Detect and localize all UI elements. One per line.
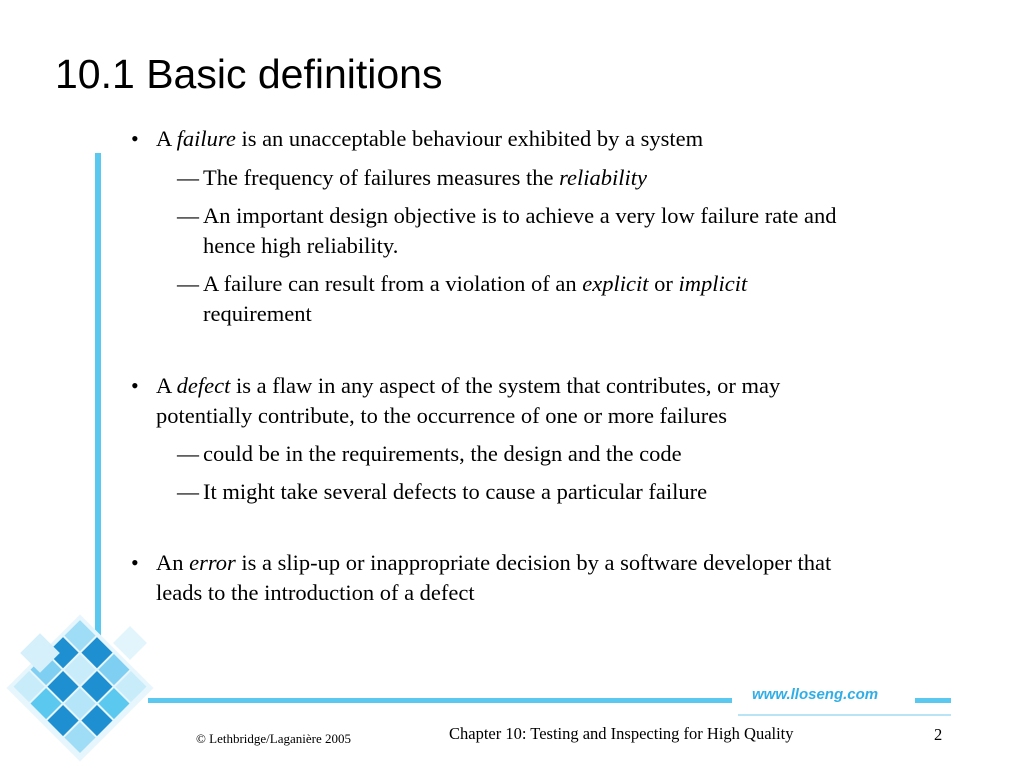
sub-bullet-dash: — bbox=[177, 441, 199, 466]
footer-chapter-title: Chapter 10: Testing and Inspecting for High Quality bbox=[449, 724, 794, 743]
bullet-text-line bbox=[203, 299, 312, 329]
bullet-text-line bbox=[203, 477, 707, 507]
bullet-text-line bbox=[156, 548, 831, 578]
bullet-marker: • bbox=[131, 550, 139, 575]
horizontal-accent-bar-right bbox=[915, 698, 951, 703]
text-segment: is a slip-up or inappropriate decision by a software developer that bbox=[235, 550, 832, 575]
bullet-marker: • bbox=[131, 373, 139, 398]
bullet-text-line bbox=[203, 439, 682, 469]
text-segment: is an unacceptable behaviour exhibited by a system bbox=[235, 126, 704, 151]
text-segment: An important design objective is to achieve a very low failure rate and bbox=[203, 203, 837, 228]
text-segment: An bbox=[156, 550, 190, 575]
bullet-text-line bbox=[156, 401, 727, 431]
bullet-text-line bbox=[203, 201, 837, 231]
emphasized-term: failure bbox=[176, 126, 236, 151]
emphasized-term: reliability bbox=[559, 165, 647, 190]
footer-copyright: © Lethbridge/Laganière 2005 bbox=[196, 731, 351, 746]
emphasized-term: implicit bbox=[678, 271, 748, 296]
bullet-text-line bbox=[203, 163, 647, 193]
text-segment: A bbox=[156, 126, 177, 151]
text-segment: hence high reliability. bbox=[203, 233, 399, 258]
text-segment: The frequency of failures measures the bbox=[203, 165, 560, 190]
sub-bullet-dash: — bbox=[177, 479, 199, 504]
emphasized-term: defect bbox=[176, 373, 231, 398]
sub-bullet-dash: — bbox=[177, 271, 199, 296]
text-segment: leads to the introduction of a defect bbox=[156, 580, 475, 605]
bullet-marker: • bbox=[131, 126, 139, 151]
website-url: www.lloseng.com bbox=[752, 686, 879, 703]
text-segment: A bbox=[156, 373, 177, 398]
bullet-text-line bbox=[203, 269, 747, 299]
slide-title: 10.1 Basic definitions bbox=[55, 51, 443, 97]
sub-bullet-dash: — bbox=[177, 165, 199, 190]
text-segment: or bbox=[648, 271, 679, 296]
bullet-text-line bbox=[156, 124, 703, 154]
footer-page-number: 2 bbox=[934, 725, 943, 744]
text-segment: potentially contribute, to the occurrence of one or more failures bbox=[156, 403, 728, 428]
bullet-text-line bbox=[156, 578, 475, 608]
text-segment: requirement bbox=[203, 301, 312, 326]
bullet-text-line bbox=[203, 231, 398, 261]
bullet-text-line bbox=[156, 371, 780, 401]
thin-accent-line bbox=[738, 714, 951, 716]
diamond-mosaic-logo bbox=[0, 598, 175, 768]
text-segment: is a flaw in any aspect of the system that contributes, or may bbox=[230, 373, 781, 398]
text-segment: It might take several defects to cause a particular failure bbox=[203, 479, 708, 504]
sub-bullet-dash: — bbox=[177, 203, 199, 228]
horizontal-accent-bar bbox=[148, 698, 732, 703]
text-segment: could be in the requirements, the design and the code bbox=[203, 441, 682, 466]
text-segment: A failure can result from a violation of an bbox=[203, 271, 583, 296]
emphasized-term: explicit bbox=[582, 271, 649, 296]
emphasized-term: error bbox=[189, 550, 236, 575]
